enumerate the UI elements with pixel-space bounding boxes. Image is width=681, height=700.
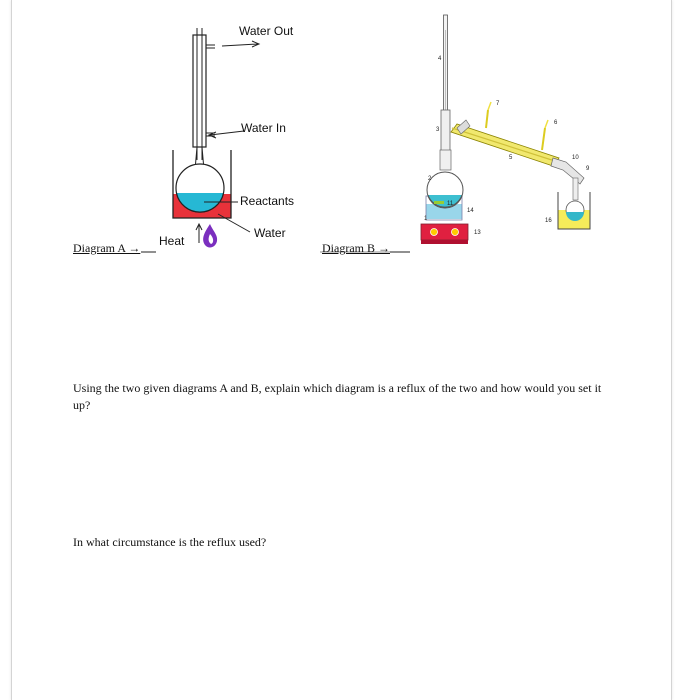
question-1: Using the two given diagrams A and B, explain which diagram is a reflux of the two and how would you set it up? [73,381,602,412]
label-water-in: Water In [241,121,286,135]
hose-out [542,128,545,150]
question-2: In what circumstance is the reflux used? [73,535,267,549]
part-number: 7 [496,101,500,107]
part-number: 10 [572,155,579,161]
hose-in [486,110,488,128]
part-number: 16 [545,218,552,224]
label-reactants: Reactants [240,194,295,208]
label-water-out: Water Out [239,24,294,38]
diagram-b-caption: Diagram B → [322,241,390,255]
diagram-a-caption: Diagram A → [73,241,141,255]
part-number: 1 [424,216,428,222]
hot-plate-knob-2 [452,229,459,236]
part-number: 6 [554,120,558,126]
part-number: 5 [509,155,513,161]
label-water: Water [254,226,286,240]
vacuum-adapter [551,158,584,184]
part-number: 3 [436,127,440,133]
part-number: 14 [467,208,474,214]
hot-plate [421,224,468,240]
label-heat: Heat [159,234,185,248]
part-number: 2 [428,176,432,182]
part-number: 9 [586,166,590,172]
part-number: 11 [447,201,454,207]
part-number: 13 [474,230,481,236]
part-number: 4 [438,56,442,62]
hot-plate-knob-1 [431,229,438,236]
